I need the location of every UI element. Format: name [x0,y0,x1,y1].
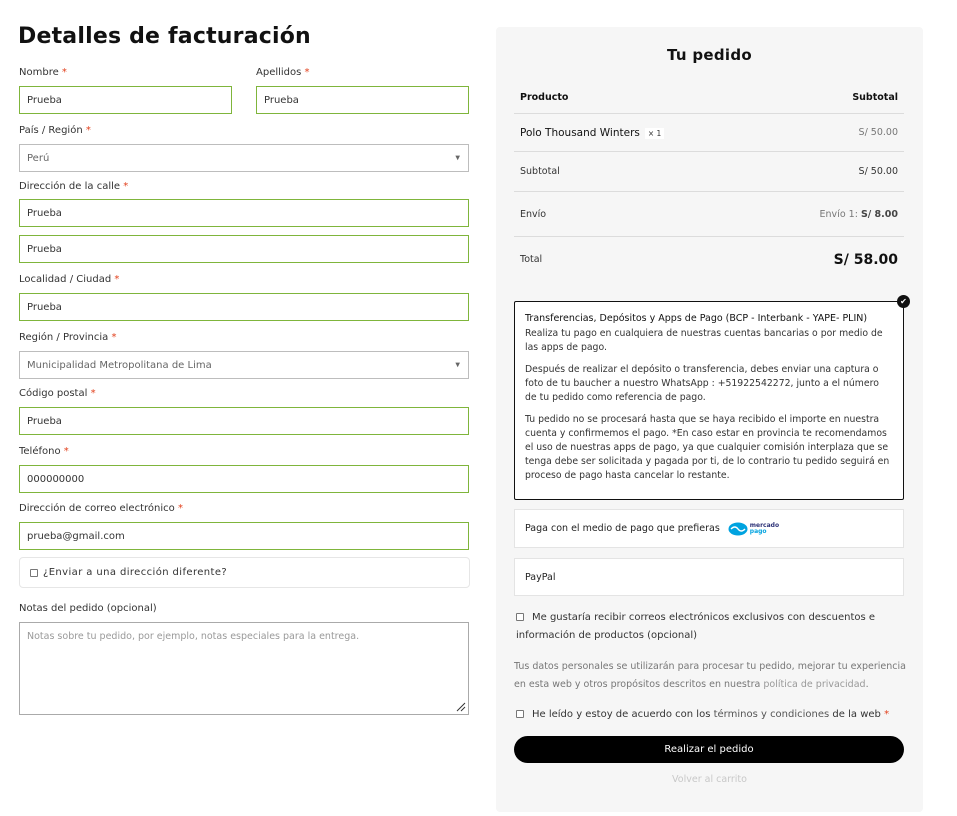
transfer-description-2: Después de realizar el depósito o transferencia, debes enviar una captura o foto de tu baucher a nuestro WhatsApp : +51922542272, junto a el número de tu pedido como referencia de pago. [525,364,879,403]
payment-option-transfer[interactable] [514,297,907,500]
privacy-text: Tus datos personales se utilizarán para procesar tu pedido, mejorar tu experiencia en esta web y otros propósitos descritos en nuestra [514,661,906,690]
resize-handle-icon[interactable] [456,702,466,712]
cart-item-name-group [520,127,664,139]
phone-label-text: Teléfono [19,446,61,457]
required-mark: * [90,388,96,399]
street-line2-input[interactable] [19,235,469,263]
notes-label: Notas del pedido (opcional) [19,603,157,614]
ship-different-checkbox[interactable] [30,569,38,577]
email-value: prueba@gmail.com [27,530,125,542]
required-mark: * [85,125,91,136]
handshake-icon [728,522,748,536]
postcode-label-text: Código postal [19,388,88,399]
col-product-header: Producto [520,91,569,103]
mercadopago-logo-text [750,523,779,535]
street-value: Prueba [27,207,62,219]
ship-different-toggle[interactable] [19,557,470,588]
last-name-input[interactable] [256,86,469,114]
required-mark: * [61,67,67,78]
region-label-text: Región / Provincia [19,332,109,343]
region-value: Municipalidad Metropolitana de Lima [27,359,212,371]
subtotal-value: S/ 50.00 [858,166,898,177]
country-select[interactable] [19,144,469,172]
newsletter-consent[interactable] [516,609,896,645]
mercadopago-logo-line1: mercado [749,521,780,529]
country-label [19,125,91,136]
order-review-panel [496,27,923,812]
chevron-down-icon: ▼ [455,154,460,162]
required-mark: * [177,503,183,514]
col-subtotal-header: Subtotal [852,91,898,103]
privacy-policy-link[interactable]: política de privacidad [763,679,866,690]
total-value: S/ 58.00 [833,251,898,268]
order-title: Tu pedido [666,46,753,64]
terms-link[interactable]: términos y condiciones [713,709,830,720]
street-line2-value: Prueba [27,243,62,255]
city-label [19,274,119,285]
last-name-label-text: Apellidos [256,67,302,78]
required-mark: * [111,332,117,343]
city-value: Prueba [27,301,62,313]
chevron-down-icon: ▼ [455,361,460,369]
notes-placeholder: Notas sobre tu pedido, por ejemplo, notas especiales para la entrega. [27,631,360,642]
payment-option-paypal[interactable] [514,558,904,596]
order-table-header [514,81,904,114]
phone-label [19,446,69,457]
region-label [19,332,116,343]
mercadopago-logo-line2: pago [749,527,767,535]
required-mark: * [304,67,310,78]
city-input[interactable] [19,293,469,321]
cart-item-price: S/ 50.00 [858,127,898,138]
cart-item-row [514,114,904,152]
last-name-value: Prueba [264,94,299,106]
terms-checkbox[interactable] [516,710,524,718]
mercadopago-logo [728,522,779,536]
last-name-label [256,67,310,78]
country-label-text: País / Región [19,125,83,136]
mercadopago-label: Paga con el medio de pago que prefieras [525,523,720,534]
total-label: Total [520,254,543,265]
region-select[interactable] [19,351,469,379]
back-to-cart-link[interactable]: Volver al carrito [672,774,747,785]
transfer-title: Transferencias, Depósitos y Apps de Pago (BCP - Interbank - YAPE- PLIN) [525,313,868,324]
email-label [19,503,183,514]
required-mark: * [884,709,890,720]
postcode-input[interactable] [19,407,469,435]
transfer-description-1: Realiza tu pago en cualquiera de nuestras cuentas bancarias o por medio de las apps de pago. [525,328,883,353]
place-order-button[interactable]: Realizar el pedido [514,736,904,763]
street-label [19,181,128,192]
required-mark: * [123,181,129,192]
privacy-text-end: . [865,679,869,690]
country-value: Perú [27,152,50,164]
terms-text-end: de la web [829,709,881,720]
email-input[interactable] [19,522,469,550]
ship-different-label: ¿Enviar a una dirección diferente? [43,567,228,578]
shipping-row [514,192,904,237]
shipping-option[interactable] [820,209,898,220]
first-name-label-text: Nombre [19,67,59,78]
shipping-value: S/ 8.00 [860,208,898,220]
first-name-value: Prueba [27,94,62,106]
street-input[interactable] [19,199,469,227]
subtotal-row [514,152,904,192]
billing-section [19,24,470,54]
postcode-value: Prueba [27,415,62,427]
first-name-input[interactable] [19,86,232,114]
shipping-label: Envío [520,208,547,220]
email-label-text: Dirección de correo electrónico [19,503,175,514]
privacy-notice [514,658,909,694]
city-label-text: Localidad / Ciudad [19,274,112,285]
postcode-label [19,388,96,399]
cart-item-name: Polo Thousand Winters [520,126,640,139]
terms-text: He leído y estoy de acuerdo con los [532,709,714,720]
newsletter-checkbox[interactable] [516,613,524,621]
shipping-method: Envío 1: [819,208,858,220]
total-row [514,237,904,282]
transfer-description-3: Tu pedido no se procesará hasta que se haya recibido el importe en nuestra cuenta y confirmemos el pago. *En caso estar en provincia te recomendamos el uso de nuestras apps de pago, ya que cualquier comisión interplaza que se tenga debe ser solicitada y pagada por ti, de lo contrario tu pedido seguirá en proceso de pago hasta cancelar lo restante. [525,414,890,481]
check-icon: ✔ [897,295,910,308]
street-label-text: Dirección de la calle [19,181,121,192]
billing-title: Detalles de facturación [18,24,311,49]
phone-input[interactable] [19,465,469,493]
newsletter-label: Me gustaría recibir correos electrónicos exclusivos con descuentos e información de productos (opcional) [516,612,876,641]
required-mark: * [63,446,69,457]
first-name-label [19,67,67,78]
terms-consent[interactable] [516,706,896,724]
subtotal-label: Subtotal [520,166,560,177]
required-mark: * [114,274,120,285]
paypal-label: PayPal [525,571,556,583]
cart-item-qty: × 1 [645,128,664,139]
phone-value: 000000000 [27,473,85,485]
order-notes-textarea[interactable] [19,622,469,715]
payment-option-mercadopago[interactable] [514,509,904,548]
